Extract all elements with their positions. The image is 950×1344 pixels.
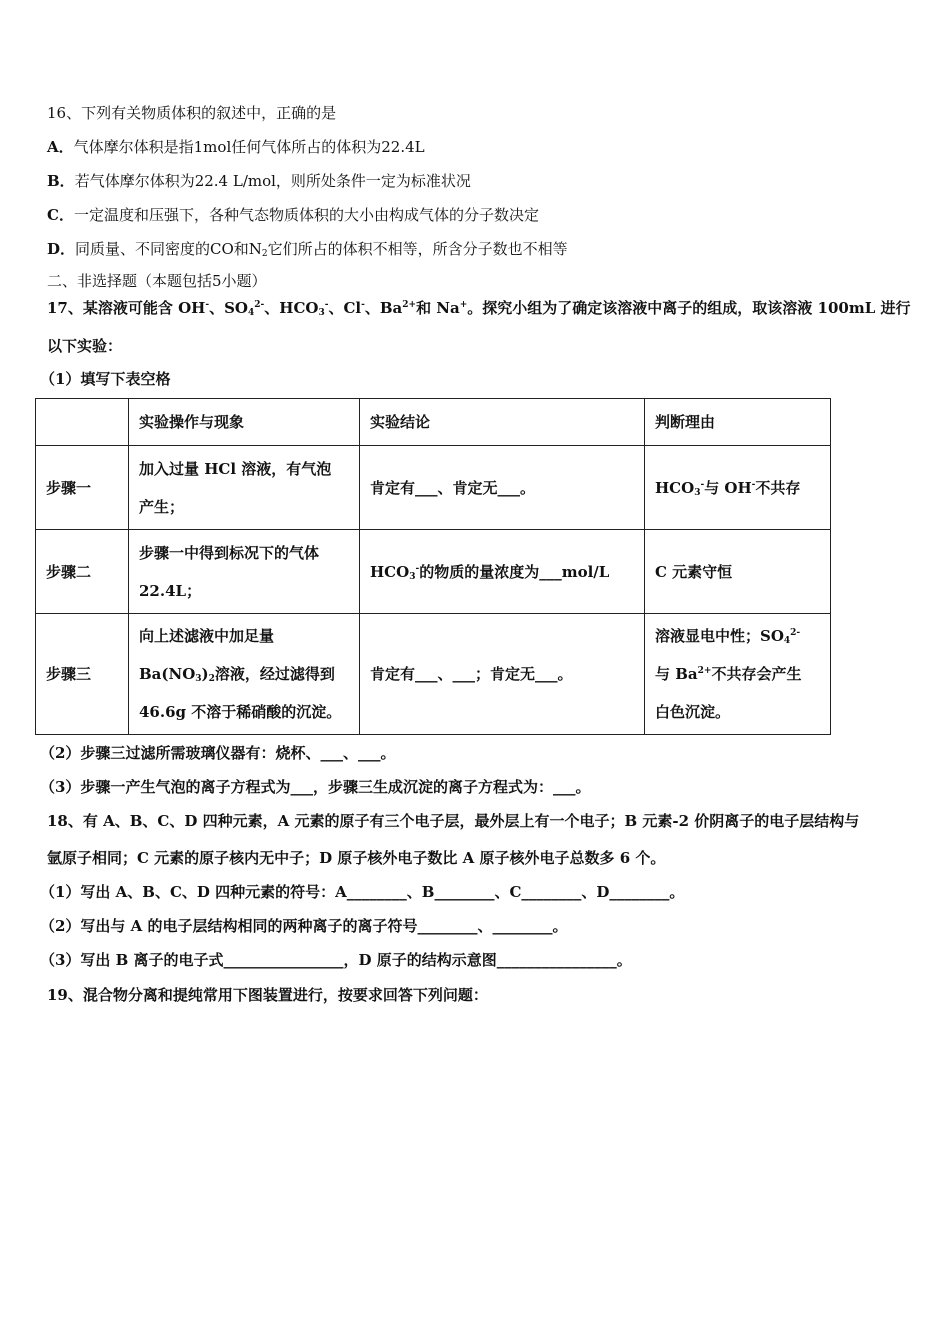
conclusion-cell: $HCO_3^-$的物质的量浓度为___mol/L [360, 530, 645, 614]
q16-option-c: C．一定温度和压强下，各种气态物质体积的大小由构成气体的分子数决定 [47, 206, 539, 224]
step-cell: 步骤一 [36, 446, 129, 530]
table-row [36, 530, 831, 614]
operation-cell: 加入过量 HCl 溶液，有气泡 产生； [129, 446, 360, 530]
q17-part2: （2）步骤三过滤所需玻璃仪器有：烧杯、___、___。 [40, 744, 396, 762]
header-cell [36, 399, 129, 446]
reason-cell: C 元素守恒 [645, 530, 831, 614]
reason-cell: $HCO_3^-$与 OH-不共存 [645, 446, 831, 530]
q18-part2: （2）写出与 A 的电子层结构相同的两种离子的离子符号________、________。 [40, 917, 568, 935]
table-header-row [36, 399, 831, 446]
q18-stem-cont: 氩原子相同；C 元素的原子核内无中子；D 原子核外电子数比 A 原子核外电子总数多 6 个。 [47, 849, 666, 867]
table-row [36, 446, 831, 530]
q16-option-d: D．同质量、不同密度的CO和$N_2$它们所占的体积不相等，所含分子数也不相等 [47, 240, 568, 259]
q16-stem: 16、下列有关物质体积的叙述中，正确的是 [47, 104, 337, 122]
operation-cell: 步骤一中得到标况下的气体 22.4L； [129, 530, 360, 614]
q16-option-a: A．气体摩尔体积是指1mol任何气体所占的体积为22.4L [47, 138, 425, 156]
q17-part1: （1）填写下表空格 [40, 370, 171, 388]
header-cell: 判断理由 [645, 399, 831, 446]
q18-part1: （1）写出 A、B、C、D 四种元素的符号：A________、B________、C________、D________。 [40, 883, 685, 901]
q16-option-b: B．若气体摩尔体积为22.4 L/mol，则所处条件一定为标准状况 [47, 172, 471, 190]
section-title: 二、非选择题（本题包括5小题） [47, 272, 267, 290]
table-row [36, 614, 831, 735]
reason-cell: 溶液显电中性；$SO_4^{2-}$ 与 $Ba^{2+}$不共存会产生 白色沉淀。 [645, 614, 831, 735]
q17-part3: （3）步骤一产生气泡的离子方程式为___，步骤三生成沉淀的离子方程式为：___。 [40, 778, 591, 796]
q18-stem: 18、有 A、B、C、D 四种元素，A 元素的原子有三个电子层，最外层上有一个电子；B 元素-2 价阴离子的电子层结构与 [47, 812, 860, 830]
operation-cell: 向上述滤液中加足量 $Ba(NO_3)_2$溶液，经过滤得到 46.6g 不溶于稀硝酸的沉淀。 [129, 614, 360, 735]
conclusion-cell: 肯定有___、___；肯定无___。 [360, 614, 645, 735]
step-cell: 步骤二 [36, 530, 129, 614]
q17-stem: 17、某溶液可能含 OH-、$SO_4^{2-}$、$HCO_3^-$、Cl-、$Ba^{2+}$和 Na+。探究小组为了确定该溶液中离子的组成，取该溶液 100mL 进行 [47, 299, 911, 318]
conclusion-cell: 肯定有___、肯定无___。 [360, 446, 645, 530]
experiment-table [35, 398, 831, 735]
q17-stem-cont: 以下实验： [47, 337, 123, 355]
step-cell: 步骤三 [36, 614, 129, 735]
q19-stem: 19、混合物分离和提纯常用下图装置进行，按要求回答下列问题： [47, 986, 488, 1004]
header-cell: 实验操作与现象 [129, 399, 360, 446]
q18-part3: （3）写出 B 离子的电子式________________，D 原子的结构示意图________________。 [40, 951, 632, 969]
header-cell: 实验结论 [360, 399, 645, 446]
